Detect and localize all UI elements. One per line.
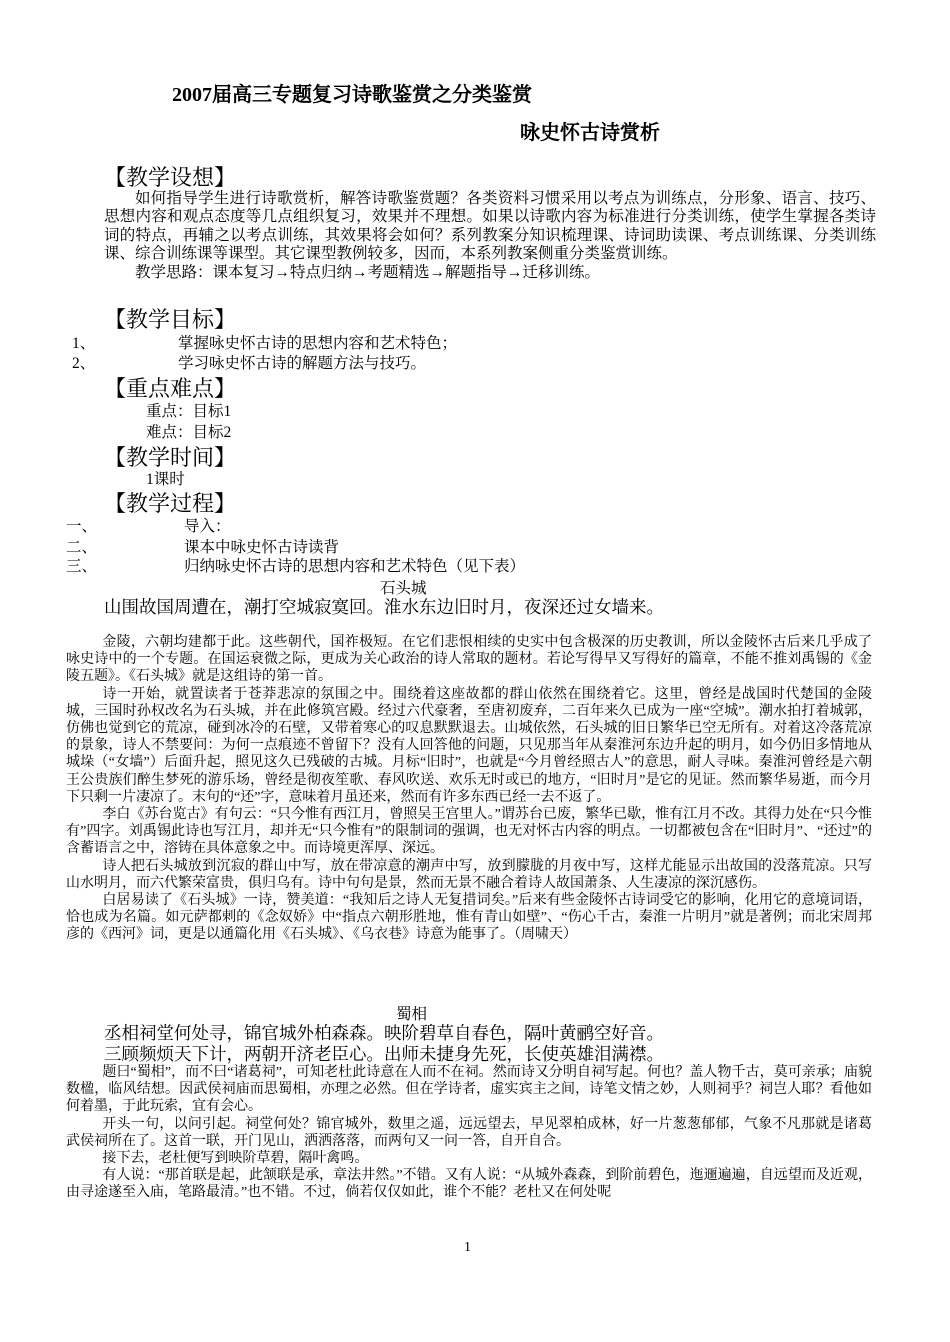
process-step-3: 归纳咏史怀古诗的思想内容和艺术特色（见下表） <box>184 558 526 575</box>
section-heading-time: 【教学时间】 <box>104 445 237 470</box>
commentary-shuxiang <box>66 1064 872 1202</box>
process-step-2: 课本中咏史怀古诗读背 <box>184 539 340 556</box>
section-heading-design: 【教学设想】 <box>104 165 237 190</box>
goal-number-1: 1、 <box>72 335 96 352</box>
commentary-paragraph: 李白《苏台览古》有句云：“只今惟有西江月，曾照吴王宫里人。”谓苏台已废，繁华已歇，惟有江月不改。其得力处在“只今惟有”四字。刘禹锡此诗也写江月，却并无“只今惟有”的限制词的强调，也无对怀古内容的明点。一切都被包含在“旧时月”、“还过”的含蓄语言之中，溶铸在具体意象之中。而诗境更浑厚、深远。 <box>66 807 872 857</box>
commentary-paragraph: 诗人把石头城放到沉寂的群山中写，放在带凉意的潮声中写，放到朦胧的月夜中写，这样尤能显示出故国的没落荒凉。只写山水明月，而六代繁荣富贵，俱归乌有。诗中句句是景，然而无景不融合着诗人故国萧条、人生凄凉的深沉感伤。 <box>66 858 872 891</box>
section-heading-process: 【教学过程】 <box>104 491 237 516</box>
goal-number-2: 2、 <box>72 355 96 372</box>
design-thinking: 教学思路：课本复习→特点归纳→考题精选→解题指导→迁移训练。 <box>135 263 601 281</box>
key-point: 重点：目标1 <box>146 403 232 420</box>
commentary-paragraph: 白居易读了《石头城》一诗，赞美道：“我知后之诗人无复措词矣。”后来有些金陵怀古诗词受它的影响，化用它的意境词语，恰也成为名篇。如元萨都剌的《念奴娇》中“指点六朝形胜地，惟有青山如壁”、“伤心千古，秦淮一片明月”就是著例；而北宋周邦彦的《西河》词，更是以通篇化用《石头城》、《乌衣巷》诗意为能事了。（周啸天） <box>66 893 872 943</box>
page-number: 1 <box>464 1240 471 1255</box>
teaching-time: 1课时 <box>146 471 185 488</box>
poem-line-2: 三顾频烦天下计，两朝开济老臣心。出师未捷身先死，长使英雄泪满襟。 <box>104 1044 664 1064</box>
process-number-1: 一、 <box>66 518 98 535</box>
poem-line-1: 丞相祠堂何处寻，锦官城外柏森森。映阶碧草自春色，隔叶黄鹂空好音。 <box>104 1023 664 1043</box>
process-number-2: 二、 <box>66 539 98 556</box>
poem-text-shitoucheng: 山围故国周遭在，潮打空城寂寞回。淮水东边旧时月，夜深还过女墙来。 <box>104 597 664 617</box>
goal-text-2: 学习咏史怀古诗的解题方法与技巧。 <box>178 355 427 372</box>
poem-title-shuxiang: 蜀相 <box>396 1006 428 1023</box>
commentary-shitoucheng <box>66 634 872 944</box>
difficult-point: 难点：目标2 <box>146 424 232 441</box>
commentary-paragraph: 题曰“蜀相”，而不曰“诸葛祠”，可知老杜此诗意在人而不在祠。然而诗又分明自祠写起。何也？盖人物千古，莫可亲承；庙貌数楹，临风结想。因武侯祠庙而思蜀相，亦理之必然。但在学诗者，虚实宾主之间，诗笔文情之妙，人则祠乎？祠岂人耶？看他如何着墨，于此玩索，宜有会心。 <box>66 1065 872 1115</box>
commentary-paragraph: 金陵，六朝均建都于此。这些朝代，国祚极短。在它们悲恨相续的史实中包含极深的历史教训，所以金陵怀古后来几乎成了咏史诗中的一个专题。在国运衰微之际，更成为关心政治的诗人常取的题材。若论写得早又写得好的篇章，不能不推刘禹锡的《金陵五题》。《石头城》就是这组诗的第一首。 <box>66 635 872 685</box>
document-title: 2007届高三专题复习诗歌鉴赏之分类鉴赏 <box>172 84 532 106</box>
commentary-paragraph: 诗一开始，就置读者于苍莽悲凉的氛围之中。围绕着这座故都的群山依然在围绕着它。这里，曾经是战国时代楚国的金陵城，三国时孙权改名为石头城，并在此修筑宫殿。经过六代豪奢，至唐初废弃，二百年来久已成为一座“空城”。潮水拍打着城郭，仿佛也觉到它的荒凉，碰到冰冷的石壁，又带着寒心的叹息默默退去。山城依然，石头城的旧日繁华已空无所有。对着这冷落荒凉的景象，诗人不禁要问：为何一点痕迹不曾留下？没有人回答他的问题，只见那当年从秦淮河东边升起的明月，如今仍旧多情地从城垛（“女墙”）后面升起，照见这久已残破的古城。月标“旧时”，也就是“今月曾经照古人”的意思，耐人寻味。秦淮河曾经是六朝王公贵族们醉生梦死的游乐场，曾经是彻夜笙歌、春风吹送、欢乐无时或已的地方，“旧时月”是它的见证。然而繁华易逝，而今月下只剩一片凄凉了。末句的“还”字，意味着月虽还来，然而有许多东西已经一去不返了。 <box>66 686 872 805</box>
section-heading-goals: 【教学目标】 <box>104 307 237 332</box>
design-paragraph <box>104 190 876 282</box>
commentary-paragraph: 接下去，老杜便写到映阶草碧，隔叶禽鸣。 <box>102 1151 369 1167</box>
design-text: 如何指导学生进行诗歌赏析，解答诗歌鉴赏题？各类资料习惯采用以考点为训练点，分形象、语言、技巧、思想内容和观点态度等几点组织复习，效果并不理想。如果以诗歌内容为标准进行分类训练，使学生掌握各类诗词的特点，再辅之以考点训练，其效果将会如何？系列教案分知识梳理课、诗词助读课、考点训练课、分类训练课、综合训练课等课型。其它课型教例较多，因而，本系列教案侧重分类鉴赏训练。 <box>104 190 876 263</box>
process-number-3: 三、 <box>66 558 98 575</box>
commentary-paragraph: 有人说：“那首联是起，此颔联是承，章法井然。”不错。又有人说：“从城外森森，到阶前碧色，迤逦遍遍，自远望而及近观，由寻途遂至入庙，笔路最清。”也不错。不过，倘若仅仅如此，谁个不能？老杜又在何处呢 <box>66 1168 872 1201</box>
poem-title-shitoucheng: 石头城 <box>380 580 427 597</box>
document-subtitle: 咏史怀古诗赏析 <box>520 122 660 144</box>
goal-text-1: 掌握咏史怀古诗的思想内容和艺术特色； <box>178 335 458 352</box>
process-step-1: 导入： <box>184 518 231 535</box>
commentary-paragraph: 开头一句，以问引起。祠堂何处？锦官城外，数里之遥，远远望去，早见翠柏成林，好一片葱葱郁郁，气象不凡那就是诸葛武侯祠所在了。这首一联，开门见山，洒洒落落，而两句又一问一答，自开自合。 <box>66 1116 872 1149</box>
section-heading-keypoints: 【重点难点】 <box>104 376 237 401</box>
